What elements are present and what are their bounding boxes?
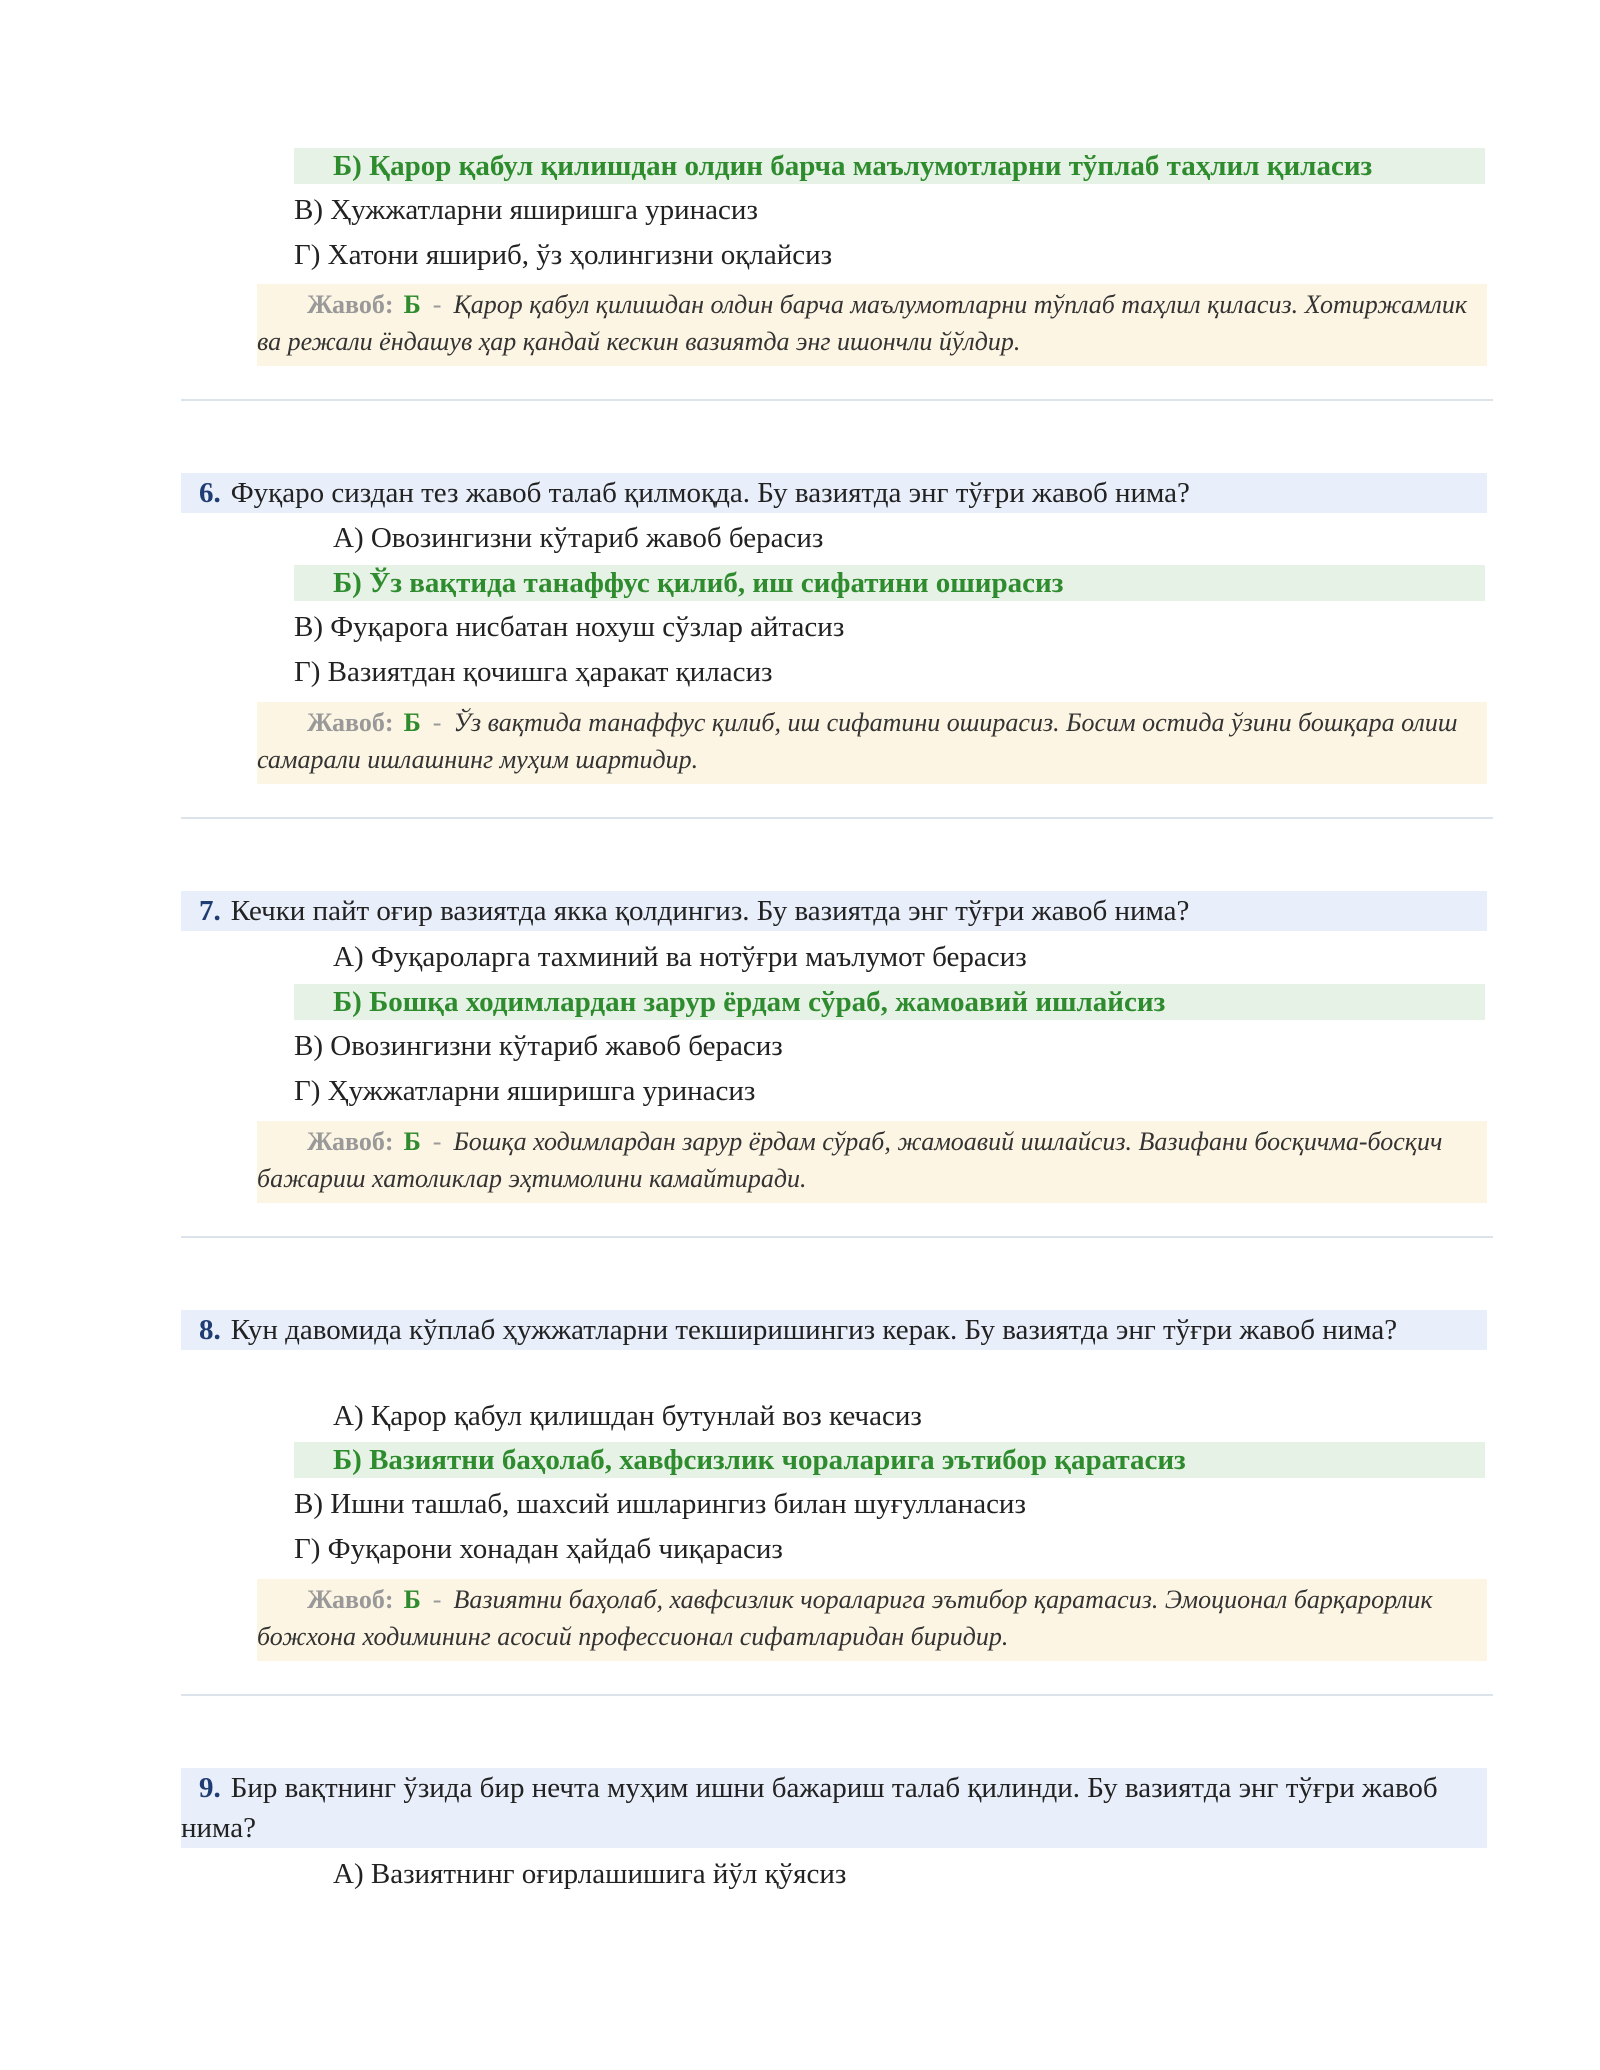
answer-dash: - <box>432 708 442 737</box>
answer-letter: Б <box>403 708 421 737</box>
answer-text: Ўз вақтида танаффус қилиб, иш сифатини оширасиз. Босим остида ўзини бошқара олиш самарали ишлашнинг муҳим шартидир. <box>257 708 1458 774</box>
option-correct: Б) Вазиятни баҳолаб, хавфсизлик чораларига эътибор қаратасиз <box>294 1442 1485 1478</box>
question-number: 8. <box>199 1314 221 1346</box>
question-box <box>181 1768 1487 1848</box>
answer-letter: Б <box>403 290 421 319</box>
option: А) Қарор қабул қилишдан бутунлай воз кечасиз <box>333 1400 922 1432</box>
separator <box>181 1236 1493 1238</box>
answer-text: Қарор қабул қилишдан олдин барча маълумотларни тўплаб таҳлил қиласиз. Хотиржамлик ва режали ёндашув ҳар қандай кескин вазиятда энг ишончли йўлдир. <box>257 290 1468 356</box>
question-number: 7. <box>199 895 221 927</box>
answer-label: Жавоб: <box>307 708 394 737</box>
separator <box>181 399 1493 401</box>
answer-dash: - <box>432 290 442 319</box>
answer-letter: Б <box>403 1585 421 1614</box>
answer-label: Жавоб: <box>307 1585 394 1614</box>
answer-letter: Б <box>403 1127 421 1156</box>
separator <box>181 1694 1493 1696</box>
option: В) Овозингизни кўтариб жавоб берасиз <box>294 1030 783 1062</box>
option: В) Ҳужжатларни яширишга уринасиз <box>294 194 758 226</box>
question-number: 9. <box>199 1772 221 1804</box>
answer-box <box>257 1121 1487 1203</box>
question-box <box>181 1310 1487 1350</box>
answer-label: Жавоб: <box>307 1127 394 1156</box>
question-text: Кун давомида кўплаб ҳужжатларни текширишингиз керак. Бу вазиятда энг тўғри жавоб нима? <box>230 1314 1398 1346</box>
option: А) Фуқароларга тахминий ва нотўғри маълумот берасиз <box>333 941 1027 973</box>
question-text: Бир вақтнинг ўзида бир нечта муҳим ишни бажариш талаб қилинди. Бу вазиятда энг тўғри жавоб нима? <box>181 1772 1438 1844</box>
answer-box <box>257 1579 1487 1661</box>
option-correct: Б) Бошқа ходимлардан зарур ёрдам сўраб, жамоавий ишлайсиз <box>294 984 1485 1020</box>
option: В) Фуқарога нисбатан нохуш сўзлар айтасиз <box>294 611 845 643</box>
option: А) Вазиятнинг оғирлашишига йўл қўясиз <box>333 1858 847 1890</box>
separator <box>181 817 1493 819</box>
answer-dash: - <box>432 1585 442 1614</box>
answer-box <box>257 702 1487 784</box>
option: А) Овозингизни кўтариб жавоб берасиз <box>333 522 824 554</box>
answer-dash: - <box>432 1127 442 1156</box>
option-correct: Б) Ўз вақтида танаффус қилиб, иш сифатини оширасиз <box>294 565 1485 601</box>
option: Г) Вазиятдан қочишга ҳаракат қиласиз <box>294 656 773 688</box>
question-box <box>181 473 1487 513</box>
option: В) Ишни ташлаб, шахсий ишларингиз билан шуғулланасиз <box>294 1488 1026 1520</box>
answer-label: Жавоб: <box>307 290 394 319</box>
option: Г) Фуқарони хонадан ҳайдаб чиқарасиз <box>294 1533 783 1565</box>
question-text: Кечки пайт оғир вазиятда якка қолдингиз. Бу вазиятда энг тўғри жавоб нима? <box>230 895 1190 927</box>
option: Г) Хатони яшириб, ўз ҳолингизни оқлайсиз <box>294 239 833 271</box>
option: Г) Ҳужжатларни яширишга уринасиз <box>294 1075 756 1107</box>
answer-box <box>257 284 1487 366</box>
question-box <box>181 891 1487 931</box>
answer-text: Бошқа ходимлардан зарур ёрдам сўраб, жамоавий ишлайсиз. Вазифани босқичма-босқич бажариш хатоликлар эҳтимолини камайтиради. <box>257 1127 1443 1193</box>
answer-text: Вазиятни баҳолаб, хавфсизлик чораларига эътибор қаратасиз. Эмоционал барқарорлик божхона ходимининг асосий профессионал сифатларидан биридир. <box>257 1585 1433 1651</box>
question-number: 6. <box>199 477 221 509</box>
question-text: Фуқаро сиздан тез жавоб талаб қилмоқда. Бу вазиятда энг тўғри жавоб нима? <box>230 477 1190 509</box>
option-correct: Б) Қарор қабул қилишдан олдин барча маълумотларни тўплаб таҳлил қиласиз <box>294 148 1485 184</box>
